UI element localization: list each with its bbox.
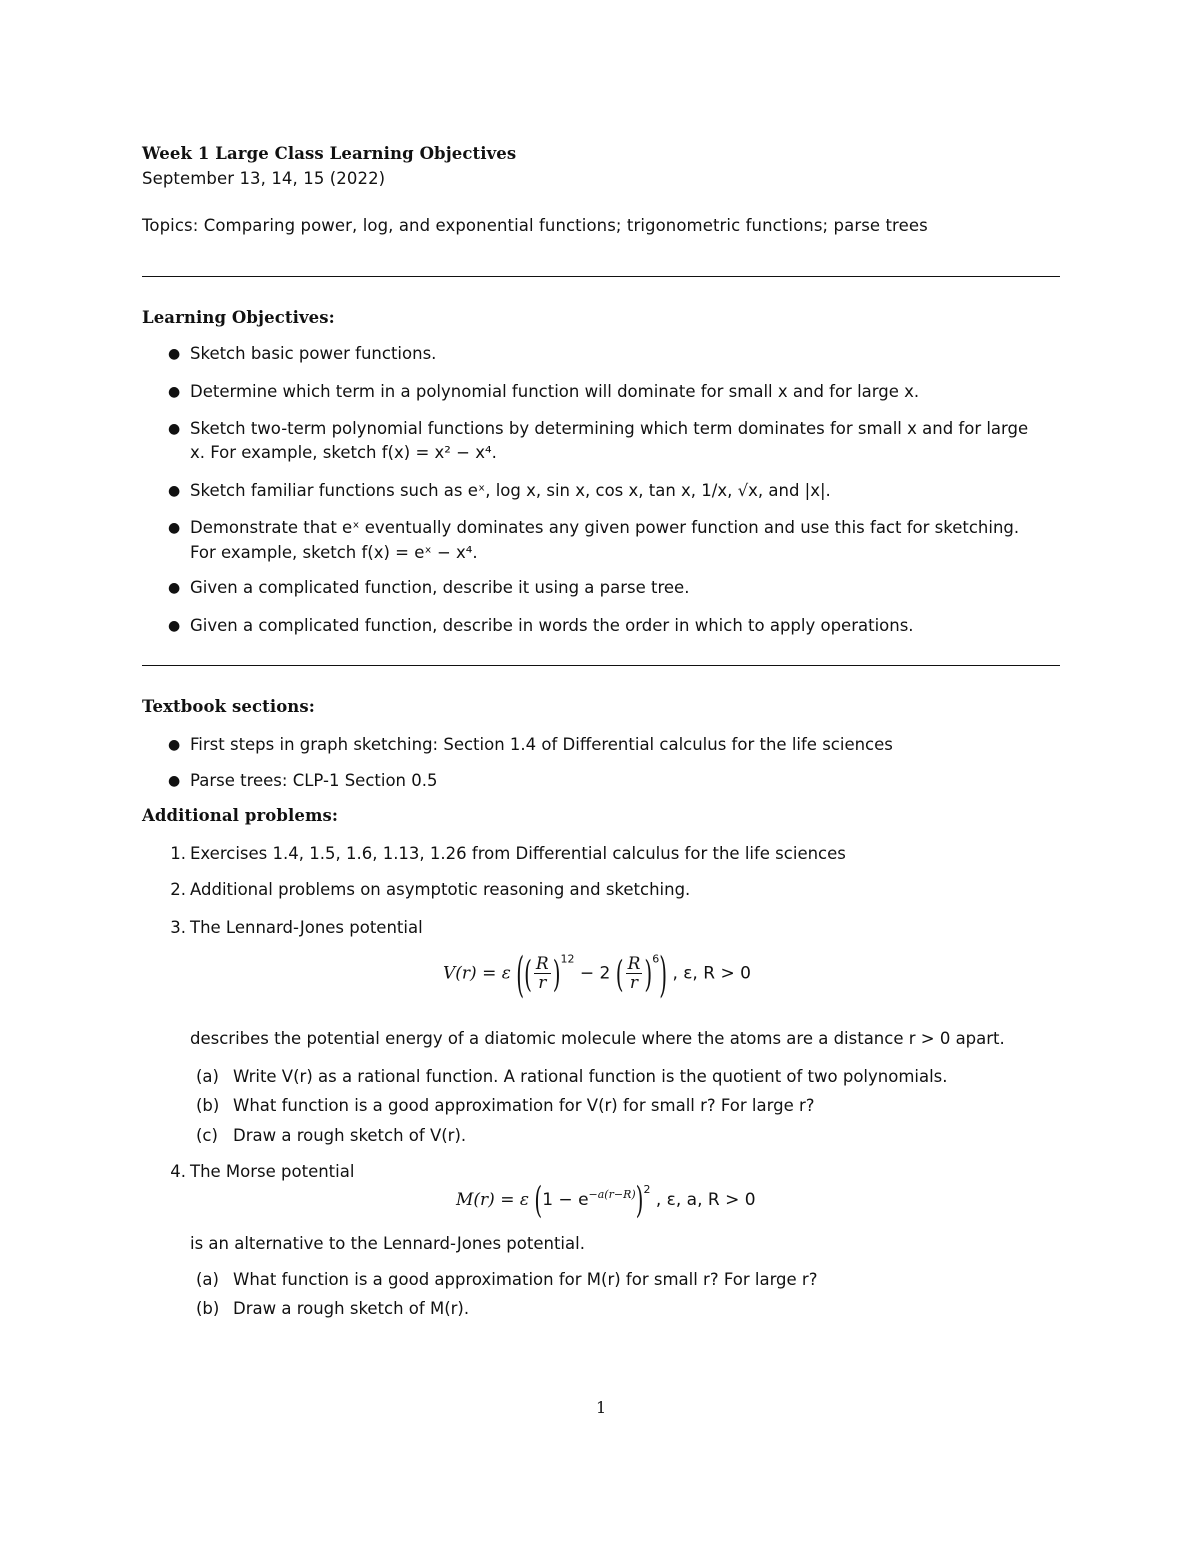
lj-middle: − 2 — [579, 963, 611, 984]
problem-number: 4. — [170, 1162, 186, 1181]
objective-item: Determine which term in a polynomial function will dominate for small x and for large x. — [190, 382, 920, 401]
objective-item: Sketch two-term polynomial functions by determining which term dominates for small x and for large — [190, 419, 1029, 438]
problem-number: 1. — [170, 844, 186, 863]
document-title: Week 1 Large Class Learning Objectives — [142, 144, 517, 163]
divider-top — [142, 276, 1060, 277]
lj-fraction — [626, 955, 643, 992]
objective-item: Given a complicated function, describe it using a parse tree. — [190, 578, 690, 597]
paren-open: ( — [524, 951, 532, 996]
lennard-jones-equation — [443, 944, 751, 1003]
subpart-label: (b) — [196, 1096, 220, 1115]
page-number: 1 — [596, 1398, 607, 1417]
textbook-heading: Textbook sections: — [142, 697, 315, 716]
problem-number: 2. — [170, 880, 186, 899]
lj-fraction — [534, 955, 551, 992]
lj-condition: , ε, R > 0 — [672, 963, 751, 984]
subpart-text: Draw a rough sketch of M(r). — [233, 1299, 470, 1318]
document-dates: September 13, 14, 15 (2022) — [142, 169, 386, 188]
lj-lhs: V(r) = ε — [443, 963, 511, 984]
subpart-text: Draw a rough sketch of V(r). — [233, 1126, 467, 1145]
divider-bottom — [142, 665, 1060, 666]
bullet-icon: ● — [168, 773, 181, 789]
problem-3-title: The Lennard-Jones potential — [190, 918, 423, 937]
bullet-icon: ● — [168, 421, 181, 437]
objective-item: Given a complicated function, describe in words the order in which to apply operations. — [190, 616, 914, 635]
subpart-label: (b) — [196, 1299, 220, 1318]
morse-inner: 1 − e — [542, 1190, 589, 1210]
problem-number: 3. — [170, 918, 186, 937]
morse-condition: , ε, a, R > 0 — [655, 1190, 756, 1210]
morse-equation — [456, 1178, 756, 1222]
paren-close: ) — [644, 951, 653, 996]
bullet-icon: ● — [168, 580, 181, 596]
paren-close: ) — [635, 1178, 644, 1222]
lj-denominator: r — [629, 973, 639, 993]
subpart-text: What function is a good approximation for V(r) for small r? For large r? — [233, 1096, 815, 1115]
objective-item-continued: x. For example, sketch f(x) = x² − x⁴. — [190, 443, 497, 462]
morse-exponent: −a(r−R) — [588, 1188, 636, 1201]
lj-exponent-12: 12 — [560, 952, 575, 966]
paren-open: ( — [615, 951, 624, 996]
morse-lhs: M(r) = ε — [456, 1190, 529, 1210]
additional-heading: Additional problems: — [142, 806, 339, 825]
textbook-item: Parse trees: CLP-1 Section 0.5 — [190, 771, 438, 790]
objective-item: Demonstrate that eˣ eventually dominates any given power function and use this fact for sketching. — [190, 518, 1020, 537]
paren-open: ( — [516, 944, 525, 1003]
objectives-heading: Learning Objectives: — [142, 308, 335, 327]
subpart-label: (a) — [196, 1270, 219, 1289]
subpart-label: (a) — [196, 1067, 219, 1086]
objective-item: Sketch familiar functions such as eˣ, log x, sin x, cos x, tan x, 1/x, √x, and |x|. — [190, 481, 831, 500]
bullet-icon: ● — [168, 520, 181, 536]
problem-4-description: is an alternative to the Lennard-Jones potential. — [190, 1234, 585, 1253]
bullet-icon: ● — [168, 346, 181, 362]
objective-item: Sketch basic power functions. — [190, 344, 437, 363]
problem-2-text: Additional problems on asymptotic reasoning and sketching. — [190, 880, 691, 899]
morse-square: 2 — [643, 1183, 651, 1196]
bullet-icon: ● — [168, 483, 181, 499]
paren-open: ( — [534, 1178, 543, 1222]
textbook-item: First steps in graph sketching: Section 1.4 of Differential calculus for the life sciences — [190, 735, 893, 754]
bullet-icon: ● — [168, 384, 181, 400]
bullet-icon: ● — [168, 737, 181, 753]
subpart-text: What function is a good approximation for M(r) for small r? For large r? — [233, 1270, 818, 1289]
problem-4-title: The Morse potential — [190, 1162, 355, 1181]
paren-close: ) — [552, 951, 561, 996]
lj-numerator: R — [627, 954, 641, 974]
topics-line: Topics: Comparing power, log, and exponential functions; trigonometric functions; parse trees — [142, 216, 928, 235]
subpart-text: Write V(r) as a rational function. A rational function is the quotient of two polynomials. — [233, 1067, 948, 1086]
problem-3-description: describes the potential energy of a diatomic molecule where the atoms are a distance r > 0 apart. — [190, 1029, 1005, 1048]
bullet-icon: ● — [168, 618, 181, 634]
objective-item-continued: For example, sketch f(x) = eˣ − x⁴. — [190, 543, 478, 562]
lj-exponent-6: 6 — [652, 952, 660, 966]
paren-close: ) — [659, 944, 668, 1003]
problem-1-text: Exercises 1.4, 1.5, 1.6, 1.13, 1.26 from Differential calculus for the life sciences — [190, 844, 846, 863]
lj-denominator: r — [538, 973, 547, 993]
subpart-label: (c) — [196, 1126, 218, 1145]
lj-numerator: R — [535, 954, 549, 974]
